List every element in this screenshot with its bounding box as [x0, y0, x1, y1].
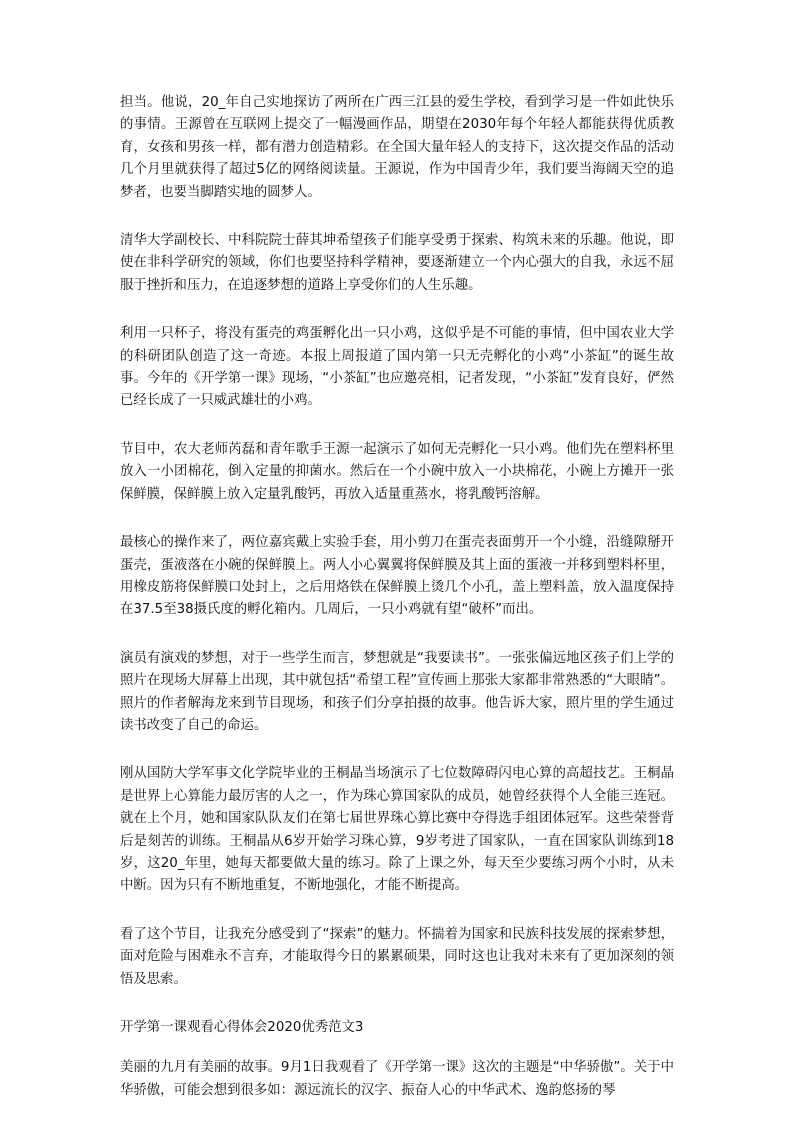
paragraph-1: 担当。他说，20_年自己实地探访了两所在广西三江县的爱生学校，看到学习是一件如此快乐的事情。王源曾在互联网上提交了一幅漫画作品，期望在2030年每个年轻人都能获得优质教育，女孩和男孩一样，都有潜力创造精彩。在全国大量年轻人的支持下，这次提交作品的活动几个月里就获得了超过5亿的网络阅读量。王源说，作为中国青少年，我们要当海阔天空的追梦者，也要当脚踏实地的圆梦人。 — [120, 95, 674, 200]
paragraph-7: 刚从国防大学军事文化学院毕业的王桐晶当场演示了七位数障碍闪电心算的高超技艺。王桐晶是世界上心算能力最厉害的人之一，作为珠心算国家队的成员，她曾经获得个人全能三连冠。就在上个月，她和国家队队友们在第七届世界珠心算比赛中夺得选手组团体冠军。这些荣誉背后是刻苦的训练。王桐晶从6岁开始学习珠心算，9岁考进了国家队，一直在国家队训练到18岁，这20_年里，她每天都要做大量的练习。除了上课之外，每天至少要练习两个小时，从未中断。因为只有不断地重复，不断地强化，才能不断提高。 — [120, 766, 674, 894]
paragraph-5: 最核心的操作来了，两位嘉宾戴上实验手套，用小剪刀在蛋壳表面剪开一个小缝，沿缝隙掰开蛋壳，蛋液落在小碗的保鲜膜上。两人小心翼翼将保鲜膜及其上面的蛋液一并移到塑料杯里，用橡皮筋将保鲜膜口处封上，之后用烙铁在保鲜膜上烫几个小孔，盖上塑料盖，放入温度保持在37.5至38摄氏度的孵化箱内。几周后，一只小鸡就有望“破杯”而出。 — [120, 535, 674, 618]
document-page — [120, 92, 674, 1128]
paragraph-2: 清华大学副校长、中科院院士薛其坤希望孩子们能享受勇于探索、构筑未来的乐趣。他说，即使在非科学研究的领域，你们也要坚持科学精神，要逐渐建立一个内心强大的自我，永远不屈服于挫折和压力，在追逐梦想的道路上享受你们的人生乐趣。 — [120, 233, 674, 293]
paragraph-4: 节目中，农大老师芮磊和青年歌手王源一起演示了如何无壳孵化一只小鸡。他们先在塑料杯里放入一小团棉花，倒入定量的抑菌水。然后在一个小碗中放入一小块棉花，小碗上方摊开一张保鲜膜，保鲜膜上放入定量乳酸钙，再放入适量重蒸水，将乳酸钙溶解。 — [120, 441, 674, 502]
paragraph-3: 利用一只杯子，将没有蛋壳的鸡蛋孵化出一只小鸡，这似乎是不可能的事情，但中国农业大学的科研团队创造了这一奇迹。本报上周报道了国内第一只无壳孵化的小鸡“小茶缸”的诞生故事。今年的《开学第一课》现场，“小茶缸”也应邀亮相，记者发现，“小茶缸”发育良好，俨然已经长成了一只威武雄壮的小鸡。 — [120, 326, 674, 409]
paragraph-6: 演员有演戏的梦想，对于一些学生而言，梦想就是“我要读书”。一张张偏远地区孩子们上学的照片在现场大屏幕上出现，其中就包括“希望工程”宣传画上那张大家都非常熟悉的“大眼睛”。照片的作者解海龙来到节目现场，和孩子们分享拍摄的故事。他告诉大家，照片里的学生通过读书改变了自己的命运。 — [120, 650, 674, 733]
paragraph-8: 看了这个节目，让我充分感受到了“探索”的魅力。怀揣着为国家和民族科技发展的探索梦想，面对危险与困难永不言弃，才能取得今日的累累硕果，同时这也让我对未来有了更加深刻的领悟及思索。 — [120, 926, 674, 987]
section-heading: 开学第一课观看心得体会2020优秀范文3 — [120, 1020, 364, 1035]
paragraph-9: 美丽的九月有美丽的故事。9月1日我观看了《开学第一课》这次的主题是“中华骄傲”。关于中华骄傲，可能会想到很多如：源远流长的汉字、振奋人心的中华武术、逸韵悠扬的琴 — [120, 1060, 674, 1098]
